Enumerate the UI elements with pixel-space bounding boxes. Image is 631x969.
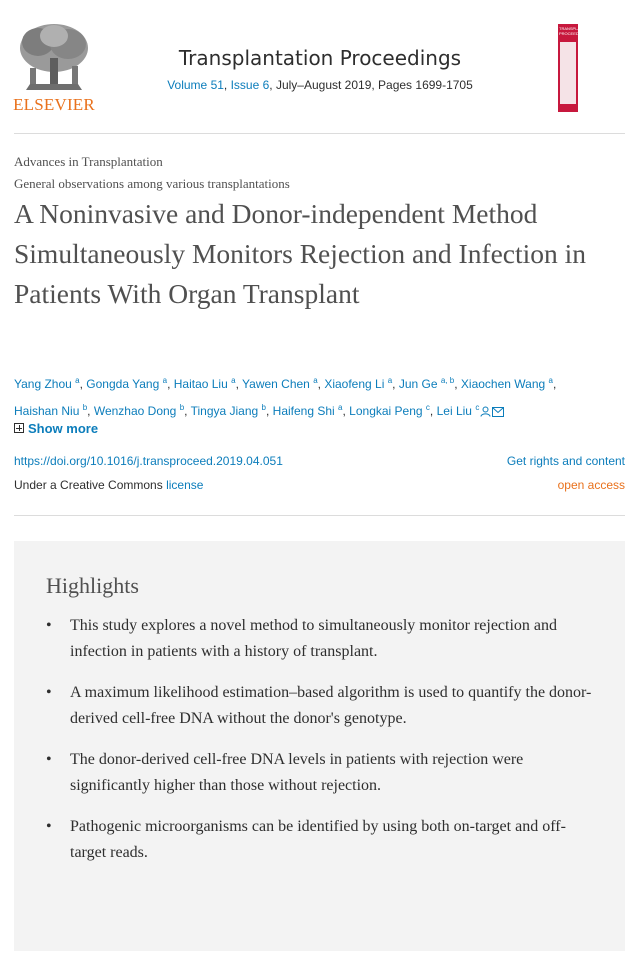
highlight-item: • The donor-derived cell-free DNA levels in patients with rejection were significantly higher than those without rejection.	[46, 747, 596, 799]
author-link[interactable]: Haishan Niu $^b$	[14, 403, 88, 418]
meta-divider	[14, 515, 625, 516]
header-divider	[14, 133, 625, 134]
author-link[interactable]: Lei Liu $^c$	[437, 404, 505, 418]
highlights-list	[46, 613, 596, 881]
cover-title: TRANSPLANTATION PROCEEDINGS	[559, 26, 598, 36]
license-link[interactable]: license	[166, 478, 204, 492]
date-pages: , July–August 2019, Pages 1699-1705	[269, 78, 473, 92]
author-link[interactable]: Xiaochen Wang $^a$	[460, 376, 553, 391]
bullet: •	[46, 684, 52, 701]
author-link[interactable]: Xiaofeng Li $^a$	[324, 376, 393, 391]
journal-issue-meta: Volume 51, Issue 6, July–August 2019, Pages 1699-1705	[167, 78, 473, 92]
author-link[interactable]: Haifeng Shi $^a$	[272, 403, 343, 418]
author-link[interactable]: Jun Ge $^{a, b}$	[398, 376, 455, 391]
license-prefix: Under a Creative Commons	[14, 478, 167, 492]
bullet: •	[46, 818, 52, 835]
journal-info	[120, 46, 520, 92]
highlight-item: • A maximum likelihood estimation–based algorithm is used to quantify the donor-derived cell-free DNA without the donor's genotype.	[46, 680, 596, 732]
open-access-badge: open access	[557, 478, 625, 492]
highlight-item: • Pathogenic microorganisms can be identified by using both on-target and off-target reads.	[46, 814, 596, 866]
highlights-section	[14, 541, 625, 951]
tree-logo-icon	[16, 22, 92, 94]
journal-header	[0, 0, 631, 132]
journal-title[interactable]: Transplantation Proceedings	[178, 46, 462, 70]
plus-box-icon	[14, 423, 24, 433]
author-link[interactable]: Tingya Jiang $^b$	[190, 403, 266, 418]
show-more-button[interactable]	[14, 421, 98, 436]
article-title: A Noninvasive and Donor-independent Method Simultaneously Monitors Rejection and Infection in Patients With Organ Transplant	[14, 198, 587, 309]
author-link[interactable]: Longkai Peng $^c$	[349, 403, 430, 418]
elsevier-logo[interactable]	[12, 22, 96, 116]
journal-cover-thumbnail[interactable]	[558, 24, 598, 112]
volume-link[interactable]: Volume 51	[167, 78, 224, 92]
highlight-item: • This study explores a novel method to simultaneously monitor rejection and infection in patients with a history of transplant.	[46, 613, 596, 665]
person-icon[interactable]	[480, 406, 491, 417]
cover-image	[560, 42, 576, 104]
bullet: •	[46, 617, 52, 634]
author-link[interactable]: Haitao Liu $^a$	[173, 376, 236, 391]
highlights-title: Highlights	[46, 573, 139, 598]
article-section: Advances in Transplantation	[14, 154, 163, 169]
author-link[interactable]: Gongda Yang $^a$	[86, 376, 168, 391]
rights-link[interactable]: Get rights and content	[506, 454, 625, 468]
author-link[interactable]: Wenzhao Dong $^b$	[93, 403, 185, 418]
article-subsection: General observations among various transplantations	[14, 176, 290, 191]
license-statement	[14, 478, 203, 492]
bullet: •	[46, 751, 52, 768]
issue-link[interactable]: Issue 6	[230, 78, 270, 92]
author-link[interactable]: Yawen Chen $^a$	[242, 376, 318, 391]
envelope-icon[interactable]	[492, 407, 504, 417]
publisher-wordmark: ELSEVIER	[13, 95, 95, 114]
show-more-label: Show more	[28, 421, 99, 436]
doi-link[interactable]: https://doi.org/10.1016/j.transproceed.2019.04.051	[14, 454, 283, 468]
author-list: Yang Zhou $^a$, Gongda Yang $^a$, Haitao Liu $^a$, Yawen Chen $^a$, Xiaofeng Li $^a$, Jun Ge $^{a, b}$, Xiaochen Wang $^a$, Haishan Niu $^b$, Wenzhao Dong $^b$, Tingya Jiang $^b$, Haifeng Shi $^a$, Longkai Peng $^c$, Lei Liu $^c$	[14, 376, 557, 418]
author-link[interactable]: Yang Zhou $^a$	[14, 376, 80, 391]
